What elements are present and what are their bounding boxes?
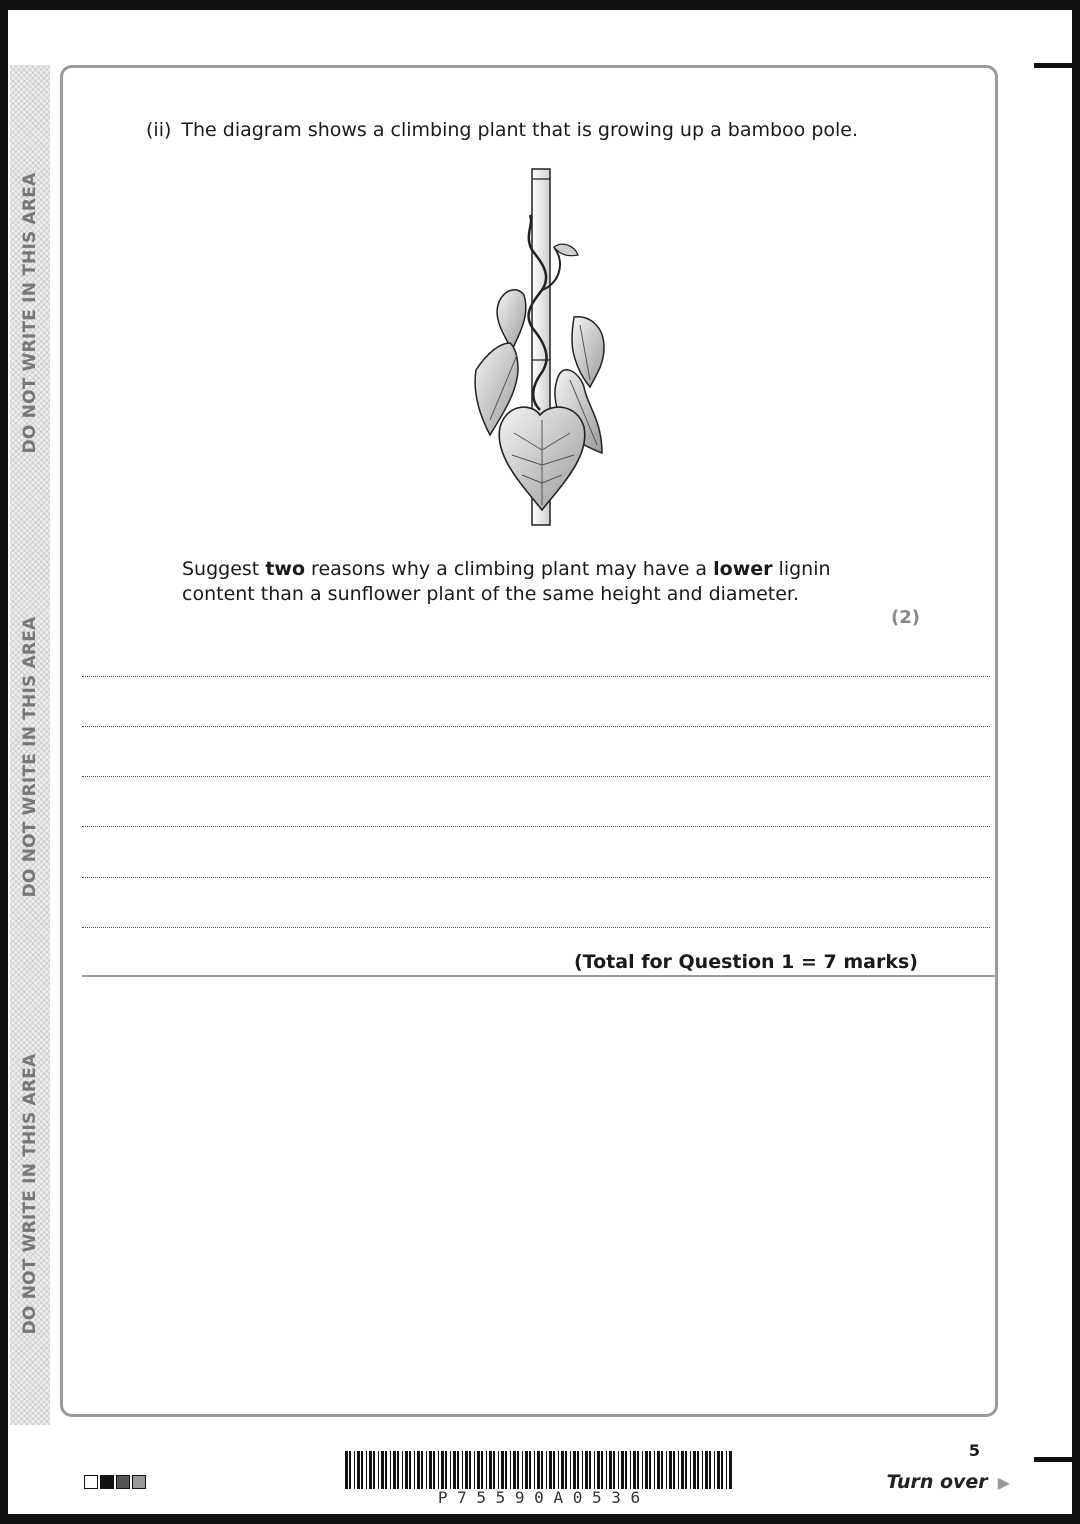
barcode-bar bbox=[702, 1451, 703, 1489]
answer-line[interactable] bbox=[82, 826, 990, 827]
barcode-bar bbox=[573, 1451, 576, 1489]
edge-mark-bottom bbox=[1034, 1457, 1080, 1462]
barcode-bar bbox=[649, 1451, 651, 1489]
emphasis-two: two bbox=[265, 558, 306, 580]
barcode-bar bbox=[453, 1451, 456, 1489]
barcode-bar bbox=[618, 1451, 619, 1489]
barcode-bar bbox=[378, 1451, 379, 1489]
barcode-bar bbox=[678, 1451, 679, 1489]
barcode-bar bbox=[630, 1451, 631, 1489]
barcode-bar bbox=[582, 1451, 583, 1489]
barcode-bar bbox=[577, 1451, 579, 1489]
page-number: 5 bbox=[968, 1441, 980, 1460]
barcode-bar bbox=[438, 1451, 439, 1489]
barcode-bar bbox=[513, 1451, 516, 1489]
barcode-bar bbox=[361, 1451, 363, 1489]
barcode-bar bbox=[421, 1451, 423, 1489]
barcode-bar bbox=[534, 1451, 535, 1489]
barcode-bar bbox=[709, 1451, 711, 1489]
barcode-bar bbox=[529, 1451, 531, 1489]
barcode-bar bbox=[729, 1451, 732, 1489]
barcode-bar bbox=[357, 1451, 360, 1489]
barcode-bar bbox=[462, 1451, 463, 1489]
answer-line[interactable] bbox=[82, 726, 990, 727]
barcode-bar bbox=[666, 1451, 667, 1489]
barcode-bar bbox=[390, 1451, 391, 1489]
barcode-bar bbox=[645, 1451, 648, 1489]
barcode-number: P 7 5 5 9 0 A 0 5 3 6 bbox=[437, 1488, 641, 1507]
barcode-bar bbox=[714, 1451, 715, 1489]
barcode-bar bbox=[657, 1451, 660, 1489]
barcode-bar bbox=[474, 1451, 475, 1489]
answer-line[interactable] bbox=[82, 776, 990, 777]
barcode-bar bbox=[486, 1451, 487, 1489]
barcode-bar bbox=[606, 1451, 607, 1489]
barcode-bar bbox=[705, 1451, 708, 1489]
barcode-bar bbox=[597, 1451, 600, 1489]
barcode-bar bbox=[433, 1451, 435, 1489]
barcode-bar bbox=[685, 1451, 687, 1489]
barcode-bar bbox=[481, 1451, 483, 1489]
turn-over-arrow-icon: ▶ bbox=[997, 1473, 1010, 1492]
barcode-bar bbox=[637, 1451, 639, 1489]
turn-over-label: Turn over ▶ bbox=[886, 1471, 1010, 1493]
color-squares bbox=[84, 1475, 146, 1489]
barcode-bar bbox=[525, 1451, 528, 1489]
barcode-bar bbox=[477, 1451, 480, 1489]
barcode-bar bbox=[669, 1451, 672, 1489]
edge-mark-top bbox=[1034, 63, 1080, 68]
barcode-bar bbox=[397, 1451, 399, 1489]
question-total: (Total for Question 1 = 7 marks) bbox=[574, 951, 918, 973]
barcode-bar bbox=[498, 1451, 499, 1489]
barcode-bar bbox=[565, 1451, 567, 1489]
barcode-bar bbox=[673, 1451, 675, 1489]
barcode-bar bbox=[417, 1451, 420, 1489]
barcode-bar bbox=[594, 1451, 595, 1489]
barcode-bar bbox=[661, 1451, 663, 1489]
total-rule bbox=[82, 975, 995, 977]
barcode-bar bbox=[654, 1451, 655, 1489]
answer-line[interactable] bbox=[82, 676, 990, 677]
barcode-bar bbox=[570, 1451, 571, 1489]
barcode-bar bbox=[409, 1451, 411, 1489]
barcode-bar bbox=[522, 1451, 523, 1489]
barcode-bar bbox=[441, 1451, 444, 1489]
square-white bbox=[84, 1475, 98, 1489]
barcode-bar bbox=[642, 1451, 643, 1489]
question-text bbox=[146, 119, 858, 141]
barcode-bar bbox=[609, 1451, 612, 1489]
barcode-bar bbox=[393, 1451, 396, 1489]
barcode-bar bbox=[373, 1451, 375, 1489]
barcode-bar bbox=[489, 1451, 492, 1489]
barcode-bar bbox=[717, 1451, 720, 1489]
barcode-bar bbox=[349, 1451, 351, 1489]
barcode-bar bbox=[613, 1451, 615, 1489]
barcode-bar bbox=[697, 1451, 699, 1489]
square-dark-grey bbox=[116, 1475, 130, 1489]
barcode-bar bbox=[385, 1451, 387, 1489]
barcode-bar bbox=[549, 1451, 552, 1489]
marks-available: (2) bbox=[891, 607, 920, 628]
barcode-bar bbox=[493, 1451, 495, 1489]
barcode-bar bbox=[726, 1451, 727, 1489]
barcode-bar bbox=[366, 1451, 367, 1489]
barcode-bar bbox=[505, 1451, 507, 1489]
question-prompt: Suggest two reasons why a climbing plant may have a lower lignin content than a sunflower plant of the same height and diameter. bbox=[182, 558, 831, 605]
barcode-bar bbox=[510, 1451, 511, 1489]
barcode-bar bbox=[721, 1451, 723, 1489]
barcode-bar bbox=[369, 1451, 372, 1489]
barcode-bar bbox=[537, 1451, 540, 1489]
barcode-bar bbox=[381, 1451, 384, 1489]
barcode-bar bbox=[517, 1451, 519, 1489]
barcode-bar bbox=[625, 1451, 627, 1489]
barcode-bar bbox=[601, 1451, 603, 1489]
leaf bbox=[497, 290, 526, 350]
answer-line[interactable] bbox=[82, 927, 990, 928]
barcode-bar bbox=[553, 1451, 555, 1489]
barcode-bar bbox=[690, 1451, 691, 1489]
emphasis-lower: lower bbox=[713, 558, 773, 580]
barcode-bar bbox=[558, 1451, 559, 1489]
barcode-bar bbox=[693, 1451, 696, 1489]
barcode-bar bbox=[469, 1451, 471, 1489]
barcode bbox=[345, 1451, 733, 1489]
barcode-bar bbox=[414, 1451, 415, 1489]
barcode-bar bbox=[541, 1451, 543, 1489]
answer-line[interactable] bbox=[82, 877, 990, 878]
question-statement: The diagram shows a climbing plant that is growing up a bamboo pole. bbox=[181, 119, 859, 141]
barcode-bar bbox=[405, 1451, 408, 1489]
square-grey bbox=[132, 1475, 146, 1489]
question-number: (ii) bbox=[146, 119, 172, 141]
barcode-bar bbox=[585, 1451, 588, 1489]
barcode-bar bbox=[345, 1451, 348, 1489]
climbing-plant-diagram bbox=[462, 165, 622, 530]
square-black bbox=[100, 1475, 114, 1489]
barcode-bar bbox=[589, 1451, 591, 1489]
barcode-bar bbox=[561, 1451, 564, 1489]
barcode-bar bbox=[450, 1451, 451, 1489]
barcode-bar bbox=[633, 1451, 636, 1489]
barcode-bar bbox=[429, 1451, 432, 1489]
barcode-bar bbox=[354, 1451, 355, 1489]
barcode-bar bbox=[445, 1451, 447, 1489]
barcode-bar bbox=[465, 1451, 468, 1489]
barcode-bar bbox=[426, 1451, 427, 1489]
barcode-bar bbox=[546, 1451, 547, 1489]
barcode-bar bbox=[681, 1451, 684, 1489]
barcode-bar bbox=[501, 1451, 504, 1489]
barcode-bar bbox=[402, 1451, 403, 1489]
barcode-bar bbox=[621, 1451, 624, 1489]
barcode-bar bbox=[457, 1451, 459, 1489]
